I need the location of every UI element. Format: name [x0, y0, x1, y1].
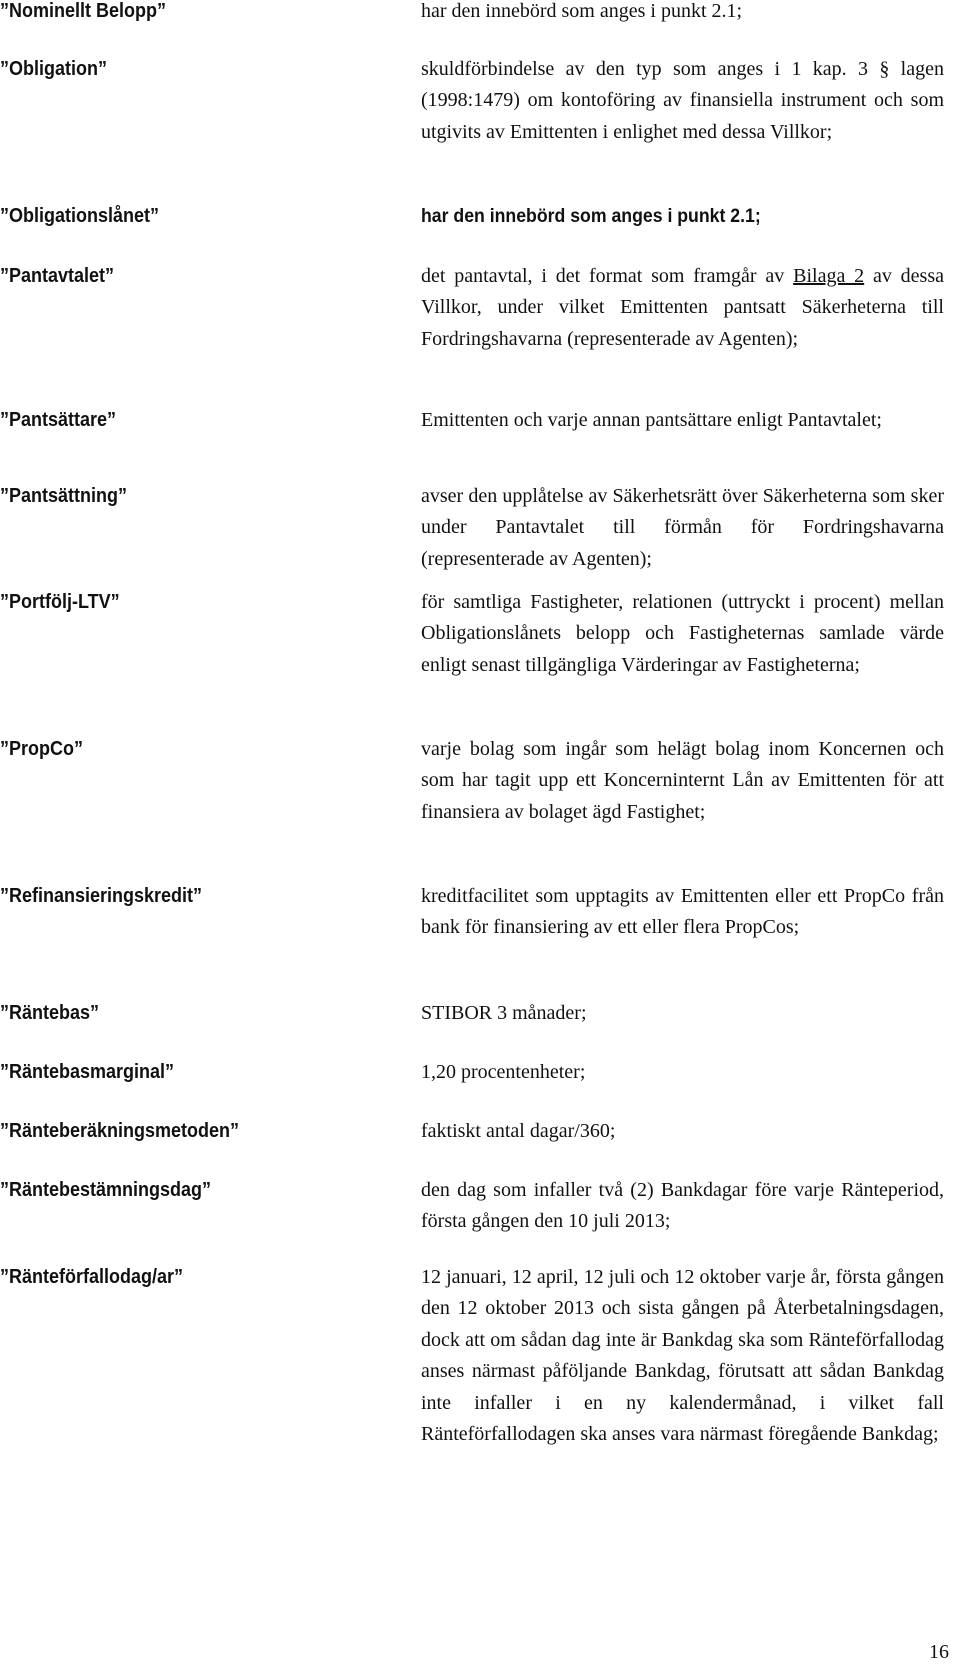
- bilaga-2-reference: Bilaga 2: [793, 265, 865, 287]
- term: ”Obligationslånet”: [0, 205, 160, 227]
- term: ”Ränteförfallodag/ar”: [0, 1266, 184, 1288]
- term: ”Refinansieringskredit”: [0, 885, 203, 907]
- definition-text: skuldförbindelse av den typ som anges i 1 kap. 3 § lagen (1998:1479) om kontoföring av finansiella instrument och som utgivits av Emittenten i enlighet med dessa Villkor;: [421, 58, 944, 143]
- definition-text: Emittenten och varje annan pantsättare enligt Pantavtalet;: [421, 409, 882, 431]
- definition-text: [421, 261, 944, 355]
- definition-text: avser den upplåtelse av Säkerhetsrätt över Säkerheterna som sker under Pantavtalet till förmån för Fordringshavarna (representerade av Agenten);: [421, 485, 944, 570]
- term: ”PropCo”: [0, 738, 83, 760]
- definition-text: faktiskt antal dagar/360;: [421, 1120, 616, 1142]
- definition-text: har den innebörd som anges i punkt 2.1;: [421, 206, 761, 227]
- term: ”Pantsättare”: [0, 409, 117, 431]
- definition-text: den dag som infaller två (2) Bankdagar före varje Ränteperiod, första gången den 10 juli 2013;: [421, 1179, 944, 1233]
- term: ”Pantavtalet”: [0, 265, 115, 287]
- definition-text: för samtliga Fastigheter, relationen (uttryckt i procent) mellan Obligationslånets belopp och Fastigheternas samlade värde enligt senast tillgängliga Värderingar av Fastigheterna;: [421, 591, 944, 676]
- definition-text: har den innebörd som anges i punkt 2.1;: [421, 0, 743, 22]
- definition-text-before: det pantavtal, i det format som framgår av: [421, 265, 794, 287]
- definition-text: 12 januari, 12 april, 12 juli och 12 oktober varje år, första gången den 12 oktober 2013 och sista gången på Återbetalningsdagen, dock att om sådan dag inte är Bankdag ska som Ränteförfallodag anses närmast påföljande Bankdag, förutsatt att sådan Bankdag inte infaller i en ny kalendermånad, i vilket fall Ränteförfallodagen ska anses vara närmast föregående Bankdag;: [421, 1266, 944, 1446]
- definition-text: kreditfacilitet som upptagits av Emittenten eller ett PropCo från bank för finansiering av ett eller flera PropCos;: [421, 885, 944, 939]
- term: ”Obligation”: [0, 58, 108, 80]
- page-number: 16: [929, 1641, 949, 1663]
- definition-text: 1,20 procentenheter;: [421, 1061, 586, 1083]
- term: ”Räntebasmarginal”: [0, 1061, 175, 1083]
- definition-text: varje bolag som ingår som helägt bolag inom Koncernen och som har tagit upp ett Koncerninternt Lån av Emittenten för att finansiera av bolaget ägd Fastighet;: [421, 738, 944, 823]
- term: ”Pantsättning”: [0, 485, 128, 507]
- term: ”Ränteberäkningsmetoden”: [0, 1120, 240, 1142]
- definition-text-after: av dessa Villkor, under vilket Emittenten pantsatt Säkerheterna till Fordringshavarna (representerade av Agenten);: [421, 265, 944, 350]
- term: ”Nominellt Belopp”: [0, 0, 167, 22]
- term: ”Portfölj-LTV”: [0, 591, 120, 613]
- term: ”Räntebestämningsdag”: [0, 1179, 212, 1201]
- definition-text: STIBOR 3 månader;: [421, 1002, 587, 1024]
- term: ”Räntebas”: [0, 1002, 100, 1024]
